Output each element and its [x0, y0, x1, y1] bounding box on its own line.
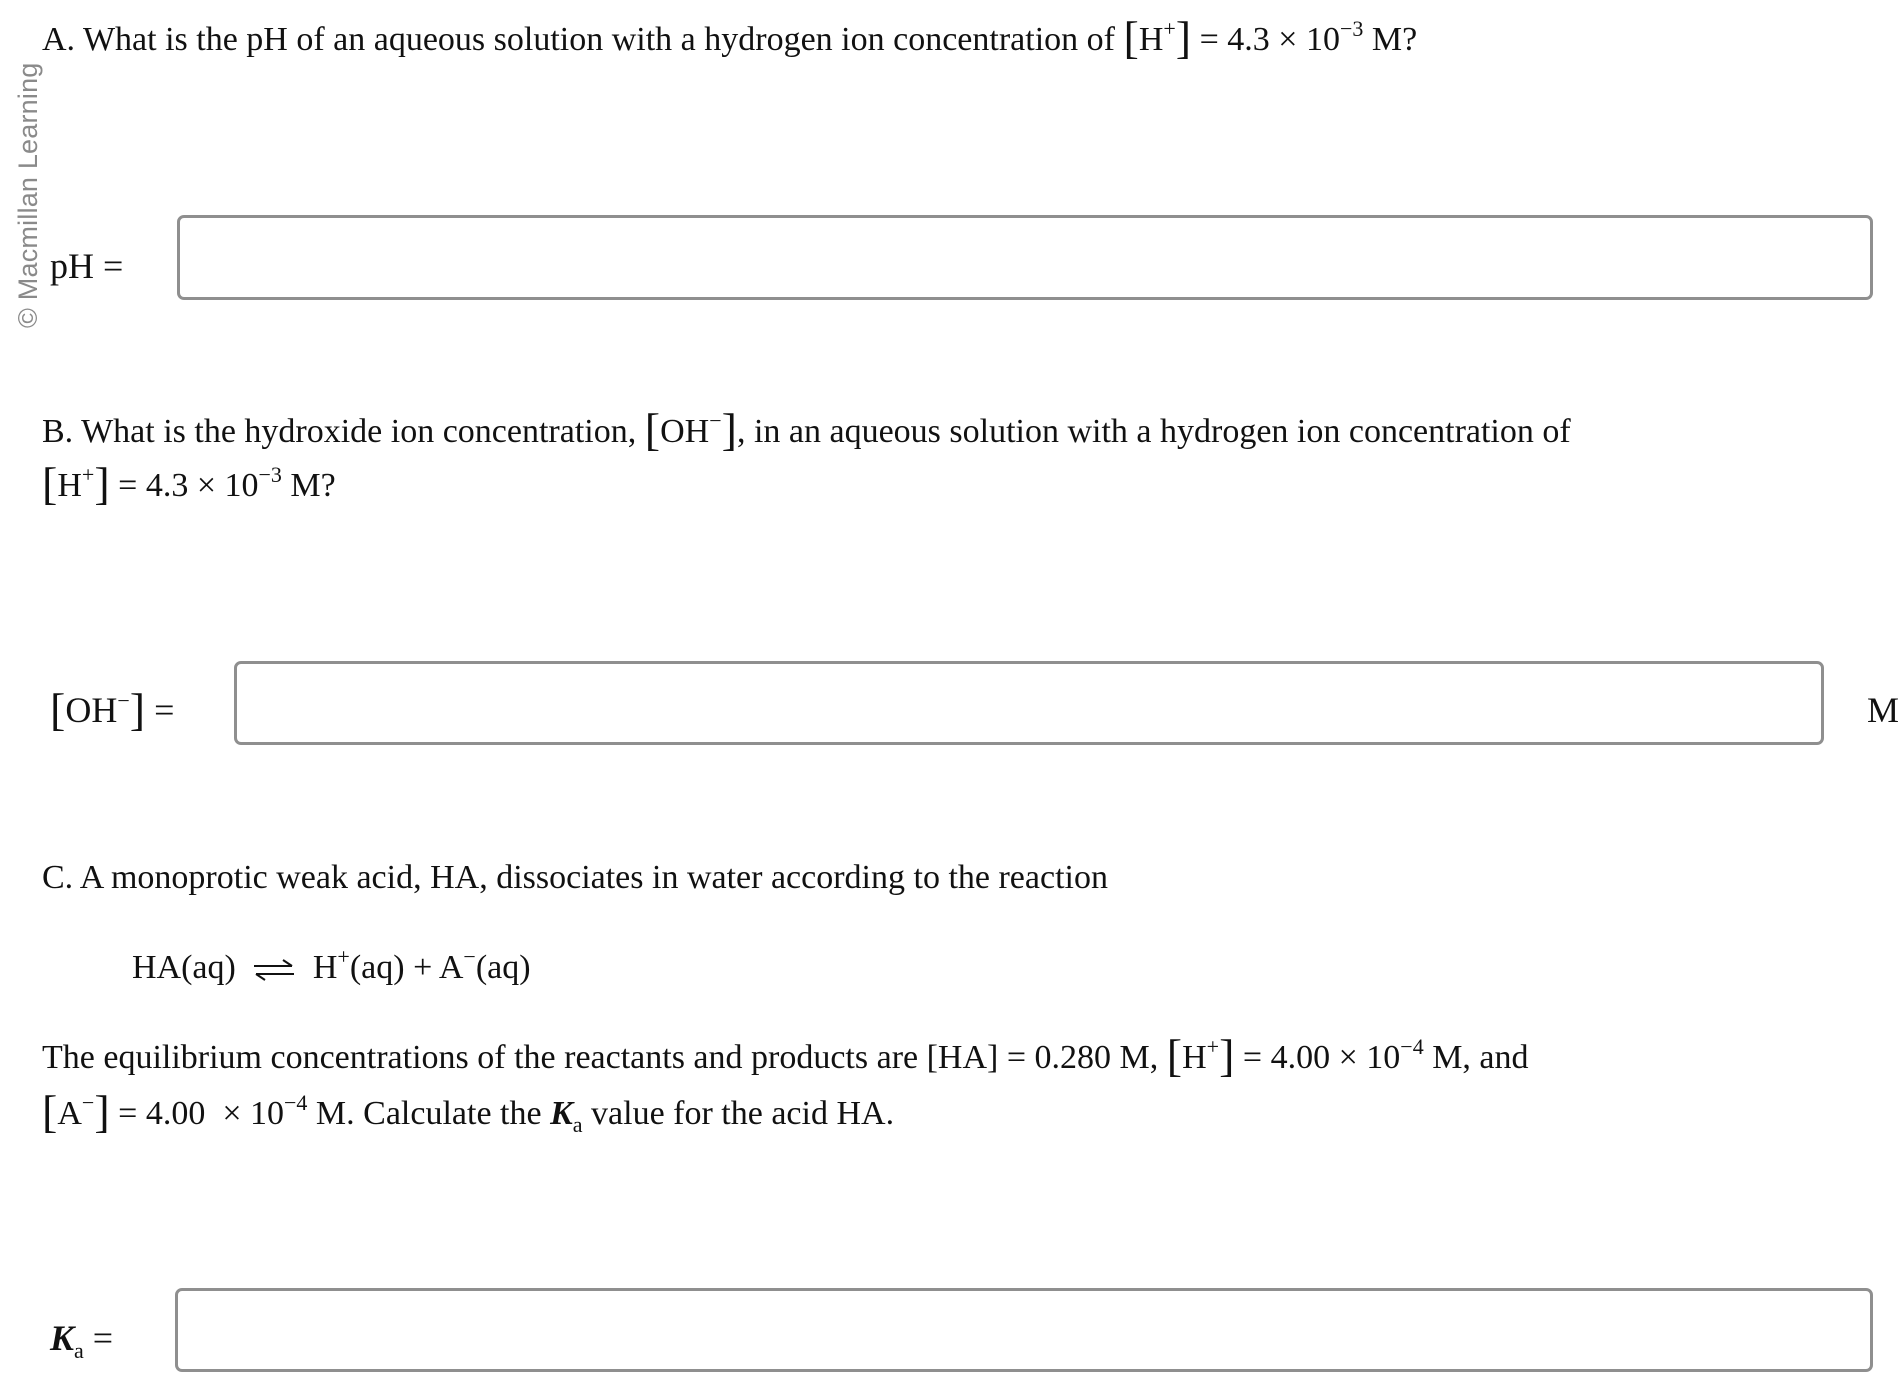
h-concentration-c: [H+] [1166, 1030, 1235, 1081]
question-a-prefix: A. What is the pH of an aqueous solution with a hydrogen ion concentration of [42, 21, 1115, 58]
a-concentration: [A−] [42, 1086, 110, 1137]
question-a-text [42, 12, 1417, 71]
ka-symbol: $K_a$ [550, 1095, 583, 1137]
question-c-line2-mid: M. Calculate the [315, 1095, 542, 1132]
ka-label: $K_a$ = [50, 1318, 114, 1363]
ph-label: pH = [50, 246, 124, 286]
question-b-conc: = 4.3 × 10 [118, 467, 259, 504]
question-c-line2 [42, 1086, 894, 1145]
reaction-right: H+(aq) + A−(aq) [312, 944, 531, 986]
question-b-suffix: M? [290, 467, 336, 504]
question-c-line1-suffix: M, and [1432, 1039, 1529, 1076]
question-c-a-exp: −4 [284, 1090, 308, 1115]
oh-label: [OH−] = [50, 684, 175, 735]
ka-label-eq: = [92, 1318, 114, 1358]
h-concentration-b: [H+] [42, 458, 110, 509]
question-b-line1 [42, 404, 1571, 463]
equilibrium-arrow-icon [252, 959, 296, 981]
reaction-equation [132, 940, 531, 999]
question-c-a-expr: = 4.00 × 10 [118, 1095, 284, 1132]
oh-concentration: [OH−] [644, 404, 737, 455]
question-a-conc: = 4.3 × 10 [1199, 21, 1340, 58]
question-c-h-exp: −4 [1400, 1034, 1424, 1059]
h-concentration: [H+] [1123, 12, 1192, 63]
question-a-exponent: −3 [1339, 16, 1364, 41]
question-c-line2-suffix: value for the acid HA. [591, 1095, 895, 1132]
oh-unit-label: M [1867, 690, 1900, 730]
ka-answer-input[interactable] [175, 1288, 1873, 1372]
question-b-line1-suffix: , in an aqueous solution with a hydrogen ion concentration of [736, 413, 1571, 450]
question-b-prefix: B. What is the hydroxide ion concentration, [42, 413, 637, 450]
question-a-suffix: M? [1371, 21, 1418, 58]
watermark [0, 0, 43, 330]
question-b-exponent: −3 [258, 462, 282, 487]
question-b-line2 [42, 458, 336, 517]
oh-label-eq: = [154, 690, 175, 730]
question-c-h-expr: = 4.00 × 10 [1242, 1039, 1401, 1076]
watermark-text: © Macmillan Learning [13, 62, 43, 328]
question-c-intro: C. A monoprotic weak acid, HA, dissociates in water according to the reaction [42, 859, 1108, 896]
reaction-left: HA(aq) [132, 949, 236, 986]
question-c-line1-prefix: The equilibrium concentrations of the reactants and products are [HA] = 0.280 M, [42, 1039, 1159, 1076]
oh-answer-input[interactable] [234, 661, 1824, 745]
question-c-line1 [42, 1030, 1529, 1089]
ph-answer-input[interactable] [177, 215, 1873, 300]
